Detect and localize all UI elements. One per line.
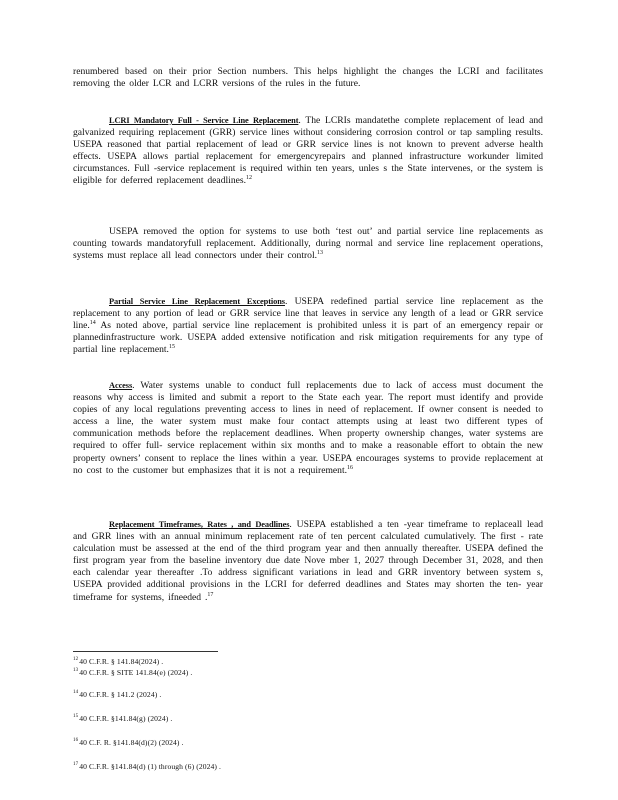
footnote-ref[interactable]: 14 <box>89 320 96 326</box>
footnote-number: 16 <box>73 738 79 744</box>
section-body: . USEPA redefined partial service line replacement as the replacement to any portion of lead or GRR service line that leaves in service any length of a lead or GRR service line. <box>73 296 543 332</box>
section-heading: Partial Service Line Replacement Exceptions <box>109 297 285 306</box>
intro-paragraph: renumbered based on their prior Section numbers. This helps highlight the changes the LCRI and facilitates removing the older LCR and LCRR versions of the rules in the future. <box>73 66 543 90</box>
footnote-number: 12 <box>73 657 79 663</box>
section-body: . Water systems unable to conduct full replacements due to lack of access must document the reasons why access is limited and submit a report to the State each year. The report must identify and provide copies of any local regulations preventing access to lines in need of replacement. If owner consent is needed to access a line, the water system must make four contact attempts using at least two different types of communication methods before the replacement deadlines. When property ownership changes, water systems are required to offer full- service replacement within six months and to make a reasonable effort to obtain the new property owners’ consent to replace the lines within a year. USEPA encourages systems to provide replacement at no cost to the customer but emphasizes that it is not a requirement. <box>73 380 543 476</box>
section-body: . USEPA established a ten -year timeframe to replaceall lead and GRR lines with an annual minimum replacement rate of ten percent calculated cumulatively. The first - rate calculation must be assessed at the end of the third program year and then annually thereafter. USEPA defined the first program year from the baseline inventory due date Nove mber 1, 2027 through December 31, 2028, and then each calendar year thereafter .To address significant variations in lead and GRR inventory between system s, USEPA provided additional provisions in the LCRI for deferred deadlines and States may shorten the ten- year timeframe for systems, ifneeded . <box>73 519 543 603</box>
footnote-ref[interactable]: 13 <box>317 250 324 256</box>
section-partial-exceptions <box>73 296 543 356</box>
section-body: . The LCRIs mandatethe complete replacement of lead and galvanized requiring replacement (GRR) service lines without considering corrosion control or tap sampling results. USEPA reasoned that partial replacement of lead or GRR service lines is not known to prevent adverse health effects. USEPA allows partial replacement for emergencyrepairs and planned infrastructure workunder limited circumstances. Full -service replacement is required within ten years, unles s the State intervenes, or the system is eligible for deferred replacement deadlines. <box>73 115 543 187</box>
section-body: USEPA removed the option for systems to use both ‘test out’ and partial service line replacements as counting towards mandatoryfull replacement. Additionally, during normal and service line replacement operations, systems must replace all lead connectors under their control. <box>73 226 543 262</box>
footnote-number: 15 <box>73 714 79 720</box>
section-heading: Access <box>109 381 133 390</box>
footnote-text: 40 C.F.R. § SITE 141.84(e) (2024) . <box>79 668 193 677</box>
footnote-number: 17 <box>73 762 79 768</box>
footnote-ref[interactable]: 16 <box>347 464 354 471</box>
footnote-text: 40 C.F.R. §141.84(d) (1) through (6) (2024) . <box>79 762 222 771</box>
section-heading: Replacement Timeframes, Rates , and Deadlines <box>109 520 290 529</box>
footnote-text: 40 C.F.R. § 141.2 (2024) . <box>79 690 162 699</box>
footnote-ref[interactable]: 17 <box>207 591 214 598</box>
footnote-text: 40 C.F.R. §141.84(g) (2024) . <box>79 714 173 723</box>
section-heading: LCRI Mandatory Full - Service Line Replacement <box>109 116 299 125</box>
section-test-out-paragraph <box>73 226 543 262</box>
footnote-13 <box>73 668 192 678</box>
footnote-ref[interactable]: 12 <box>246 175 253 182</box>
section-access <box>73 380 543 477</box>
footnote-12 <box>73 657 163 667</box>
footnote-text: 40 C.F.R. § 141.84(2024) . <box>79 657 164 666</box>
footnote-text: 40 C.F. R. §141.84(d)(2) (2024) . <box>79 738 184 747</box>
section-mandatory-replacement <box>73 115 543 188</box>
section-body: As noted above, partial service line replacement is prohibited unless it is part of an emergency repair or plannedinfrastructure work. USEPA added extensive notification and risk mitigation requirements for any type of partial line replacement. <box>73 320 543 356</box>
footnote-number: 14 <box>73 690 79 696</box>
footnote-15 <box>73 714 172 724</box>
footnote-14 <box>73 690 161 700</box>
footnote-17 <box>73 762 221 772</box>
footnote-16 <box>73 738 184 748</box>
footnote-divider <box>73 651 218 652</box>
footnote-number: 13 <box>73 668 79 674</box>
section-timeframes <box>73 519 543 604</box>
footnote-ref[interactable]: 15 <box>168 344 175 351</box>
